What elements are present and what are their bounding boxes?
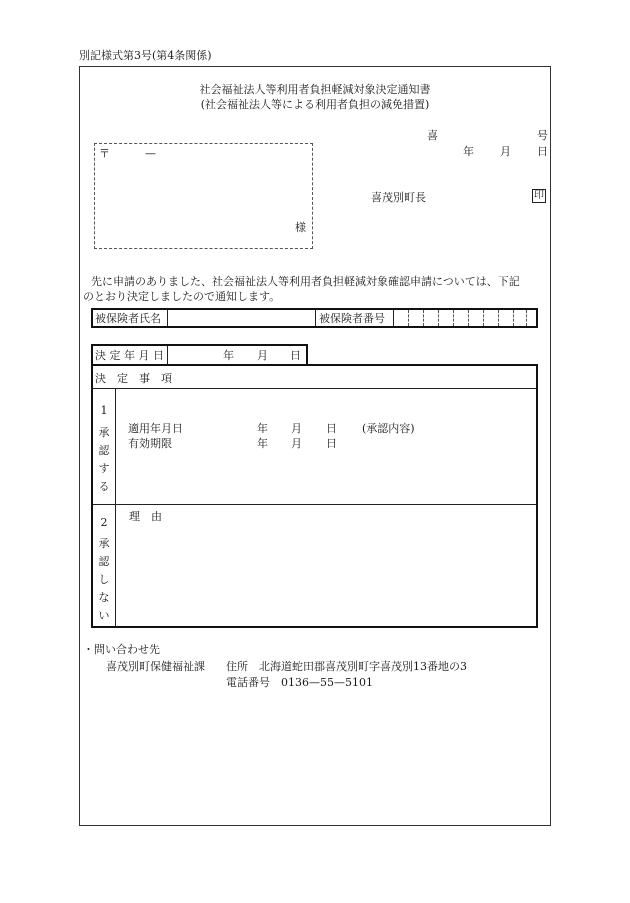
decision-date-year: 年 [223, 349, 234, 362]
reject-char: 承 [98, 537, 110, 550]
divider [167, 346, 168, 364]
approve-char: す [98, 462, 110, 475]
document-title: 社会福祉法人等利用者負担軽減対象決定通知書 [199, 83, 431, 96]
reject-number: 2 [100, 516, 108, 529]
valid-year: 年 [257, 437, 268, 450]
decision-items-label: 決 定 事 項 [95, 372, 172, 385]
digit-cell-divider [483, 310, 484, 326]
decision-items-table [91, 364, 538, 628]
date-day: 日 [537, 145, 548, 158]
valid-day: 日 [326, 437, 337, 450]
postal-dash: — [145, 147, 156, 160]
digit-cell-divider [453, 310, 454, 326]
divider [167, 310, 168, 326]
digit-cell-divider [513, 310, 514, 326]
valid-period-label: 有効期限 [128, 437, 172, 450]
digit-cell-divider [423, 310, 424, 326]
form-label: 別記様式第3号(第4条関係) [79, 49, 212, 62]
contact-department: 喜茂別町保健福祉課 [106, 660, 205, 673]
approve-number: 1 [100, 404, 108, 417]
approve-char: 認 [98, 444, 110, 457]
date-month: 月 [500, 145, 511, 158]
digit-cell-divider [438, 310, 439, 326]
reject-char: い [98, 609, 110, 622]
doc-number-prefix: 喜 [427, 129, 438, 142]
divider [393, 310, 394, 326]
applicable-month: 月 [291, 422, 302, 435]
divider [93, 388, 536, 389]
doc-number-suffix: 号 [537, 129, 548, 142]
valid-month: 月 [291, 437, 302, 450]
contact-heading: ・問い合わせ先 [83, 643, 160, 656]
applicable-day: 日 [326, 422, 337, 435]
decision-date-row [91, 344, 308, 366]
reject-char: し [98, 573, 110, 586]
contact-address: 住所 北海道蛇田郡喜茂別町字喜茂別13番地の3 [226, 660, 467, 673]
approval-content-label: (承認内容) [362, 422, 415, 435]
digit-cell-divider [526, 310, 527, 326]
honorific: 様 [295, 221, 306, 234]
divider [315, 310, 316, 326]
approve-char: る [98, 480, 110, 493]
body-text-line1: 先に申請のありました、社会福祉法人等利用者負担軽減対象確認申請については、下記 [91, 275, 520, 288]
digit-cell-divider [468, 310, 469, 326]
decision-date-month: 月 [257, 349, 268, 362]
body-text-line2: のとおり決定しましたので通知します。 [83, 290, 281, 303]
divider [115, 388, 116, 626]
decision-date-label: 決 定 年 月 日 [95, 349, 164, 362]
insured-name-label: 被保険者氏名 [95, 312, 161, 325]
applicable-date-label: 適用年月日 [128, 422, 183, 435]
contact-phone: 電話番号 0136—55—5101 [226, 676, 373, 689]
reject-char: 認 [98, 555, 110, 568]
official-seal-mark: 印 [534, 190, 544, 201]
divider [93, 504, 536, 505]
digit-cell-divider [408, 310, 409, 326]
approve-char: 承 [98, 426, 110, 439]
postal-mark: 〒 [99, 147, 110, 160]
issuer-name: 喜茂別町長 [371, 191, 426, 204]
document-subtitle: (社会福祉法人等による利用者負担の減免措置) [200, 98, 430, 111]
insured-number-label: 被保険者番号 [319, 312, 385, 325]
digit-cell-divider [498, 310, 499, 326]
insured-info-row [91, 308, 538, 328]
reject-char: な [98, 591, 110, 604]
reason-label: 理 由 [129, 510, 162, 523]
decision-date-day: 日 [290, 349, 301, 362]
applicable-year: 年 [257, 422, 268, 435]
date-year: 年 [463, 145, 474, 158]
address-box [94, 143, 313, 249]
